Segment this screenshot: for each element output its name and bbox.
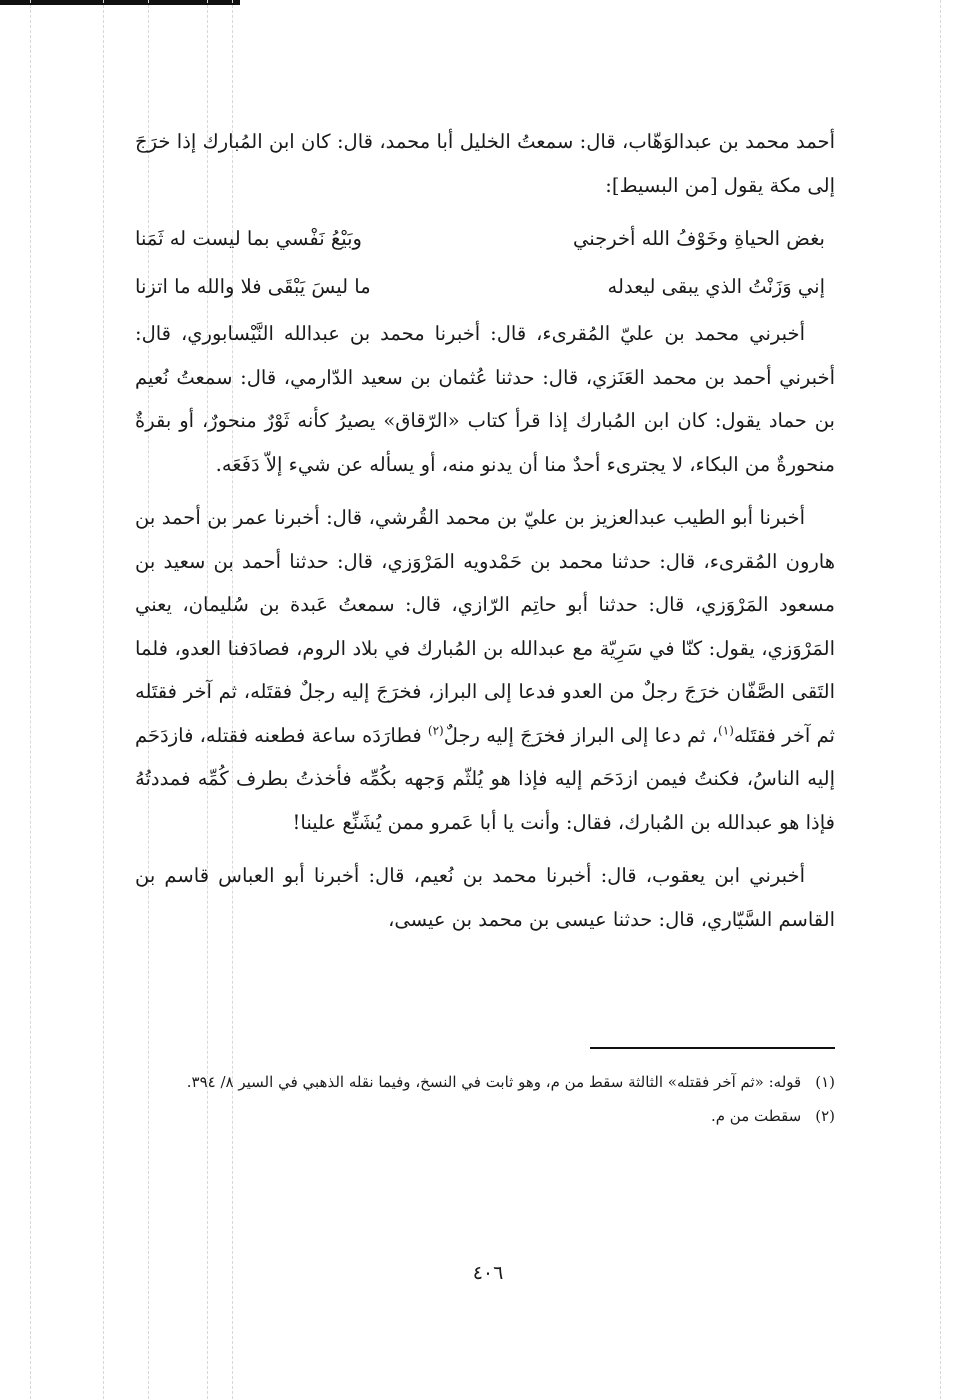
verse-line [135, 265, 835, 309]
verse-second-hemistich: ما ليسَ يَبْقَى فلا والله ما اتزنا [135, 274, 371, 298]
text-line: أخبرني محمد بن عليّ المُقرىء، قال: أخبرنا محمد بن عبدالله [283, 322, 805, 345]
scan-guide [103, 0, 104, 1399]
footnote-text: قوله: «ثم آخر فقتله» الثالثة سقط من م، وهو ثابت في النسخ، وفيما نقله الذهبي في السير ٨/ ٣٩٤. [186, 1073, 802, 1091]
footnote-separator [590, 1047, 835, 1049]
footnote-number: (١) [815, 1073, 835, 1091]
footnote-ref-1[interactable]: (١) [718, 723, 734, 737]
text-line: كتاب «الرّقاق» يصيرُ كأنه ثَوْرٌ منحورٌ، أو بقرةٌ منحورةٌ من البكاء، لا يجترىء [135, 409, 835, 476]
footnote [135, 1099, 835, 1133]
verse-line [135, 217, 835, 261]
text-line: سعيد الدّارمي، قال: سمعتُ نُعيم بن حماد يقول: كان ابن المُبارك إذا قرأ [135, 365, 835, 432]
footnotes [135, 1065, 835, 1133]
text-line: العباس قاسم بن القاسم السَّيّاري، قال: حدثنا عيسى بن محمد بن عيسى، [135, 864, 835, 931]
text-run: فطارَدَه ساعة فطعنه فقتله، فازدَحَم إليه الناسُ، فكنتُ فيمن ازدَحَم إليه فإذا هو يُلثّم وَجهه بكُمِّه فأخذتُ بطرف كُمِّه فمددتُهُ فإذا هو عبدالله بن المُبارك، فقال: وأنت يا أبا عَمرو ممن يُشَنِّع علينا! [135, 723, 835, 834]
verse-first-hemistich: إني وَزَنْتُ الذي يبقى ليعدله [607, 274, 825, 298]
text-line: أحدٌ منا أن يدنو منه، أو يسأله عن شيء إلاّ دَفَعَه. [215, 452, 601, 476]
text-line: النَّيْسابوري، قال: أخبرني أحمد بن محمد العَنَزي، قال: حدثنا عُثمان بن [135, 322, 836, 389]
scan-guide [940, 0, 941, 1399]
text-line: المُبارك إذا خرَجَ إلى مكة يقول [من البسيط]: [135, 130, 835, 197]
paragraph [135, 854, 835, 941]
page-number: ٤٠٦ [472, 1262, 504, 1284]
footnote-text: سقطت من م. [710, 1107, 802, 1125]
verse-first-hemistich: بغض الحياةِ وخَوْفُ الله أخرجني [573, 227, 825, 250]
text-line: أخبرني ابن يعقوب، قال: أخبرنا محمد بن نُعيم، قال: أخبرنا أبو [283, 864, 805, 887]
footnote-ref-2[interactable]: (٢) [427, 723, 444, 737]
verse-second-hemistich: وبَيْعُ نَفْسي بما ليست له ثَمَنا [135, 227, 362, 250]
text-run: ، ثم دعا إلى البراز فخرَجَ إليه رجلٌ [443, 723, 719, 747]
paragraph [135, 496, 835, 844]
intro-paragraph [135, 120, 835, 207]
text-run: أخبرنا أبو الطيب عبدالعزيز بن عليّ بن محمد القُرشي، قال: أخبرنا عمر بن أحمد بن هارون المُقرىء، قال: حدثنا محمد بن حَمْدويه المَرْوَزي، قال: حدثنا أحمد بن سعيد بن مسعود المَرْوَزي، قال: حدثنا أبو حاتِم الرّازي، قال: سمعتُ عَبدة بن سُليمان، يعني المَرْوَزي، يقول: كنّا في سَرِيّة مع عبدالله بن المُبارك في بلاد الروم، فصادَفنا العدو، فلما التَقى الصَّفّان خرَجَ رجلٌ من العدو فدعا إلى البراز، فخرَجَ إليه رجلٌ فقتَله، ثم آخر فقتَله ثم آخر فقتَله [135, 506, 835, 747]
scan-guide [30, 0, 31, 1399]
paragraph [135, 312, 835, 486]
main-text [135, 120, 835, 951]
top-rule [0, 0, 240, 5]
text-line: أحمد محمد بن عبدالوَهّاب، قال: سمعتُ الخليل أبا محمد، قال: كان ابن [268, 130, 835, 153]
footnote-number: (٢) [815, 1107, 835, 1125]
footnote [135, 1065, 835, 1099]
